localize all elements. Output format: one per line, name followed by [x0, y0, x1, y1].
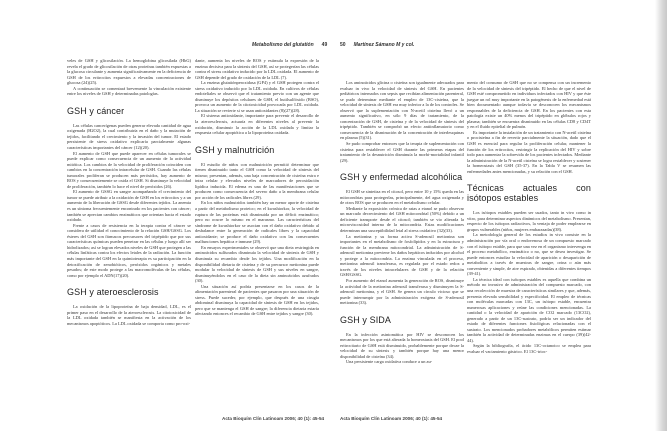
left-column-2	[195, 58, 319, 317]
paragraph: La oxidación de la lipoproteína de baja densidad, LDL, es el primer paso en el desarrollo de la ateroesclerosis. La citotoxicidad de la LDL oxidada también se manifiesta en la activación de los mecanismos apoptóticos. La LDL oxidada se comporta como pro-oxi-	[67, 304, 191, 326]
section-heading-malnutrition: GSH y malnutrición	[195, 144, 275, 155]
page-number: 49	[321, 42, 328, 48]
paragraph: Frente a casos de resistencia en la terapia contra el cáncer se considera de utilidad el conocimiento de la relación GSH/GSSG. Los ésteres del GSH son fármacos precursores del tripéptido que por sus características químicas pueden penetrar en las células y luego allí ser hidrolizados; así se logran elevados niveles de GSH que protegen a las células linfáticas contra los efectos letales de la radiación. La función más importante del GSH en la quimioterapia es su participación en la detoxificación de xenobióticos, peróxidos orgánicos y metales pesados; de este modo protege a las macromoléculas de las células, como por ejemplo el ADN(17)(20).	[67, 222, 192, 278]
paragraph: La técnica ideal con isótopos estables es aquella que combina un método no invasivo de administración del compuesto marcado, con una recolección de muestra de características similares y que, además, presenta elevada sensibilidad y especificidad. El empleo de técnicas con moléculas marcadas con 13C, un isótopo estable, encuentra numerosas aplicaciones y reúne las condiciones mencionadas. La cantidad o la velocidad de aparición de CO2 marcado (13CO2), generado a partir de un 13C-sustrato, podría ser un indicador del estado de diferentes funciones fisiológicas relacionadas con el sustrato. Los mencionados probadores metabólicos permiten estimar también la actividad de determinadas enzimas en el cuerpo (39)(42-44).	[467, 276, 591, 343]
left-column-1	[67, 58, 191, 326]
paragraph: Es importante la instalación de un tratamiento con N-acetil cisteína o procisteína a fin de revertir parcialmente la situación, dado que el GSH es esencial para regular la proliferación celular, mantener la función de los eritrocitos, restringir la replicación del HIV y sobre todo para aumentar la sobrevida de los pacientes infectados. Mediante la administración de la N-acetil cisteína se logra restablecer y sostener la homeostasis del GSH (35-37). En la Tabla V se resumen las enfermedades antes mencionadas, y su relación con el GSH.	[467, 129, 591, 174]
paragraph: Se pudo comprobar entonces que la terapia de suplementación con cisteína para restablecer el GSH durante las primeras etapas del tratamiento de la desnutrición disminuía la morbi-mortalidad infantil (29).	[340, 141, 464, 163]
paragraph: En los niños malnutridos también hay un menor aporte de cisteína a partir del metabolismo proteico; en el kwashiorkor, la velocidad de ruptura de las proteínas está disminuida por un déficit enzimático; pero no ocurre lo mismo en el marasmo. Las características del síndrome de kwashiorkor se asocian con el daño oxidativo debido al desbalance entre la generación de radicales libres y la capacidad antioxidante; se produce el daño oxidativo con las consecuentes malfunciones hepática e inmune (29).	[195, 200, 319, 245]
paragraph: El aumento de GSH que puede aparecer en células tumorales se puede explicar como consecuencia de un aumento de la actividad mitótica. Los cambios de la velocidad de proliferación coinciden con cambios en la concentración intracelular de GSH. Cuando las células tumorales proliferan se producen más peróxidos, hay aumento de ROS y consecuentemente se oxida el GSH. Si disminuye la velocidad de proliferación, también lo hace el nivel de peróxidos (26).	[67, 150, 191, 189]
section-heading-aids: GSH y SIDA	[340, 314, 392, 325]
paragraph: En la infección asintomática por HIV se desconocen los mecanismos por los que está alterada la homeostasis del GSH. El pool eritrocitario de GSH está disminuido, probablemente porque decae la velocidad de su síntesis y también porque hay una menor disponibilidad de cisteína (34).	[340, 331, 464, 359]
paragraph: El estudio de niños con malnutrición permitió determinar que tienen disminuido tanto el GSH como la velocidad de síntesis del mismo; presentan, además, una baja concentración de cisteína extra e intra celular y elevados niveles de marcadores de peroxidación lipídica inducida. El edema es una de las manifestaciones que se producen como consecuencia del severo daño a la membrana celular por acción de los radicales libres (29).	[195, 161, 319, 200]
paragraph: mento del consumo de GSH que no se compensa con un incremento de la velocidad de síntesis del tripéptido. El hecho de que el nivel de GSH esté comprometido en individuos infectados con HIV y que éste juegue un rol muy importante en la patogénesis de la enfermedad está bien documentado aunque todavía se desconocen los mecanismos responsables de la deficiencia de GSH. En los pacientes con esta patología existe un 40% menos del tripéptido en glóbulos rojos y plasma; también se encuentra disminuido en las células CD8 y CD4T y en el fluido epitelial de pulmón.	[467, 80, 591, 130]
paragraph: Por aumento del etanol aumenta la generación de ROS, disminuye la actividad de la metionina adenosil transferasa y disminuyen la S-adenosil metionina, y el GSH. Se genera un círculo vicioso que se puede interrumpir por la administración exógena de S-adenosil metionina (33).	[340, 277, 464, 306]
paragraph: En ensayos experimentales se observó que una dieta restringida en aminoácidos sulfurados disminuía la velocidad de síntesis de GSH y disminuía su recambio desde los tejidos. Una modificación en la disponibilidad dietaria de cisteína y de su precursor metionina puede modular la velocidad de síntesis de GSH y sus niveles en sangre, disminuyéndolos en el caso de la dieta sin aminoácidos azufrados (30).	[195, 244, 319, 284]
running-head-title: Metabolismo del glutatión	[252, 42, 314, 48]
paragraph: La metodología general de los estudios in vivo consiste en la administración por vía oral o endovenosa de un compuesto marcado con el isótopo estable, para que una vez en el organismo intervenga en el proceso metabólico, enzimático o no, que se desea investigar. Se puede entonces estudiar la velocidad de aparición o desaparición de metabolitos a través de muestras de sangre, orina o aún más conveniente y simple, de aire espirado, obtenidas a diferentes tiempos (39-41).	[467, 232, 591, 277]
section-heading-alcohol: GSH y enfermedad alcohólica	[340, 172, 463, 183]
page-edge-shadow	[655, 0, 667, 431]
paragraph: dante, aumenta los niveles de ROS y estimula la expresión de la enzima decisiva para la síntesis del GSH, así se protegerían las células contra el stress oxidativo inducido por la LDL oxidada. El aumento de GSH depende del grado de oxidación de la LDL (7).	[195, 58, 319, 80]
section-heading-atherosclerosis: GSH y ateroesclerosis	[67, 287, 159, 298]
paragraph: Los isótopos estables pueden ser usados, tanto in vivo como in vitro, para determinar aspectos dinámicos del metabolismo. Presentan, respecto de los isótopos radiactivos, la ventaja de poder emplearse en grupos vulnerables (niños, mujeres embarazadas)(38).	[467, 210, 591, 232]
paragraph: La metionina y su forma activa S-adenosil metionina son importantes en el metabolismo de fosfolípidos y en la estructura y función de la membrana mitocondrial. La administración de S-adenosil metionina previene los daños hepáticos inducidos por alcohol y protege a la mitocondria. La enzima vinculada en el proceso, metionina adenosil transferasa, es regulada por el estado redox a través de los niveles intracelulares de GSH y de la relación GSH/GSSG.	[340, 233, 464, 278]
left-page	[0, 0, 333, 431]
right-page-footer: Acta Bioquím Clín Latinoam 2006; 40 (1): 45-54	[340, 416, 443, 421]
paragraph: El GSH se sintetiza en el citosol, pero entre 10 y 15% queda en las mitocondrias para protegerlas, principalmente, del agua oxigenada y de otros ROS que se producen en el metabolismo celular.	[340, 189, 464, 206]
left-running-head	[252, 42, 327, 48]
paragraph: La enzima glutatiónperoxidasa (GP4) y el GSH protegen contra el stress oxidativo inducido por la LDL oxidada. En cultivos de células endoteliales se observó que el tratamiento previo con un agente que disminuye los depósitos celulares de GSH, el butilsulfóxido (BSO), provoca un aumento de la citotoxicidad provocada por LDL oxidada. La situación se revierte si se usan antioxidantes (8)(27)(28).	[195, 80, 319, 113]
left-page-footer: Acta Bioquím Clín Latinoam 2006; 40 (1): 45-54	[222, 416, 325, 421]
section-heading-cancer: GSH y cáncer	[67, 105, 125, 116]
right-column-2	[467, 80, 591, 355]
paragraph: El sistema antioxidante, importante para prevenir el desarrollo de la ateroesclerosis, actuaría en diferentes niveles al prevenir la oxidación, disminuir la acción de la LDL oxidada y limitar la respuesta celular apoptótica a la lipoproteína oxidada.	[195, 113, 319, 136]
right-page	[333, 0, 667, 431]
paragraph: Los aminoácidos glicina o cisteína son igualmente adecuados para evaluar in vivo la velocidad de síntesis del GSH. En pacientes pediátricos internados con sepsis que recibían alimentación parenteral, se pudo determinar mediante el empleo de 13C-cisteína, que la velocidad de síntesis de GSH era muy inferior a la de los controles. Se observó que la suplementación con N-acetil cisteína llevó a un aumento significativo, en sólo 9 días de tratamiento, de la concentración de GSH, de cisteína y de la velocidad de síntesis del tripéptido. También se comprobó un efecto antiinflamatorio como consecuencia de la disminución de la concentración de interleuquinas en plasma (5)(31).	[340, 80, 464, 141]
paragraph: Mediante la exposición crónica de ratas a etanol se pudo observar un marcado decrecimiento del GSH mitocondrial (50%) debido a un deficiente transporte desde el citosol; también se vio alterada la microviscosidad interna de la mitocondria. Estas modificaciones determinan una susceptibilidad letal al stress oxidativo (32)(33).	[340, 205, 464, 234]
running-head-authors: Martínez Sámano M y col.	[353, 42, 415, 48]
paragraph: Una situación así podría presentarse en los casos de la alimentación parenteral de pacientes que pasaron por una situación de stress. Puede suceder, por ejemplo, que después de una cirugía abdominal disminuya la capacidad de síntesis de GSH en los tejidos, pero que se mantenga el GSH de sangre; la diferencia dietaria estaría afectando entonces el recambio de GSH entre tejidos y sangre (30).	[195, 283, 319, 317]
right-running-head	[340, 42, 414, 48]
page-number: 50	[340, 42, 346, 48]
paragraph: Una persistente carga oxidativa conduce a un au-	[346, 359, 433, 365]
paragraph: Las células cancerígenas pueden generar elevada cantidad de agua oxigenada (H2O2), la cual contribuiría en el daño y la mutación de tejidos, facilitando el crecimiento y la invasión del tumor. El estado persistente de stress oxidativo explicaría parcialmente algunas características importantes del cáncer (12)(20).	[67, 122, 191, 151]
paragraph: El aumento de GSSG en sangre acompañando el crecimiento del tumor se puede atribuir a la oxidación de GSH en los eritrocitos y a un aumento de la liberación de GSSG desde diferentes tejidos. La anemia es un síntoma frecuentemente encontrado en los pacientes con cáncer; también se aprecian cambios enzimáticos que orientan hacia el estado oxidado.	[67, 189, 191, 223]
section-heading-isotopes: Técnicas actuales con isótopos estables	[467, 183, 591, 204]
paragraph: A continuación se comentará brevemente la vinculación existente entre los niveles de GSH y determinadas patologías.	[67, 85, 191, 97]
paragraph: veles de GSH y glicosilación. La hemoglobina glicosilada (HbG) revela el grado de glicosilación de otras proteínas también expuestas a la glucosa circulante y aumenta significativamente en la deficiencia de GSH de los eritrocitos expuestos a elevadas concentraciones de glucosa (24)(25).	[67, 58, 191, 86]
right-column-1	[340, 80, 464, 365]
paragraph: Según la bibliografía, el ácido 13C-octanoico se emplea para evaluar el vaciamiento gástrico. El 13C-trioc-	[467, 343, 591, 354]
